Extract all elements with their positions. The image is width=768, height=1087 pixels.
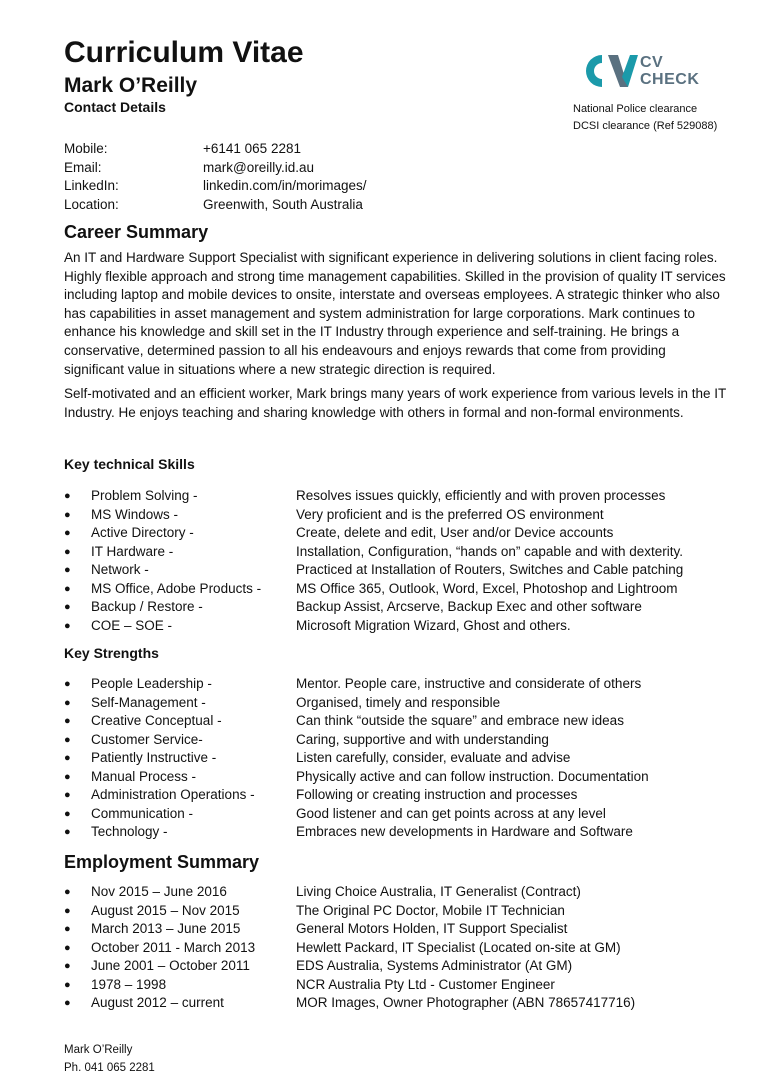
item-description: Good listener and can get points across at any level	[296, 805, 606, 821]
person-name: Mark O’Reilly	[64, 74, 198, 97]
item-name: 1978 – 1998	[91, 976, 167, 992]
logo-text-cv: CV	[640, 54, 664, 71]
footer-phone: Ph. 041 065 2281	[64, 1062, 155, 1074]
bullet-icon: ●	[64, 696, 71, 709]
bullet-icon: ●	[64, 564, 71, 576]
list-item	[64, 731, 744, 750]
bullet-icon: ●	[64, 770, 71, 783]
item-name: Manual Process -	[91, 768, 197, 784]
list-item	[64, 598, 744, 617]
list-item	[64, 902, 744, 921]
employment-summary-heading: Employment Summary	[64, 852, 260, 872]
item-description: EDS Australia, Systems Administrator (At GM)	[296, 958, 573, 973]
item-description: General Motors Holden, IT Support Specialist	[296, 921, 568, 936]
key-strengths-heading: Key Strengths	[64, 645, 159, 661]
list-item	[64, 976, 744, 995]
item-description: Backup Assist, Arcserve, Backup Exec and other software	[296, 599, 642, 614]
list-item	[64, 561, 744, 580]
bullet-icon: ●	[64, 678, 71, 690]
bullet-icon: ●	[64, 960, 71, 972]
document-title: Curriculum Vitae	[64, 36, 304, 69]
bullet-icon: ●	[64, 601, 71, 613]
clearance-police: National Police clearance	[573, 103, 698, 115]
contact-table	[64, 140, 367, 214]
item-name: Active Directory -	[91, 525, 194, 540]
item-description: Embraces new developments in Hardware and Software	[296, 824, 633, 839]
clearance-dcsi: DCSI clearance (Ref 529088)	[573, 120, 718, 132]
list-item	[64, 580, 744, 599]
bullet-icon: ●	[64, 490, 71, 502]
contact-row-linkedin	[64, 177, 367, 196]
item-name: Customer Service-	[91, 731, 203, 747]
contact-row-email	[64, 159, 367, 178]
bullet-icon: ●	[64, 941, 71, 954]
item-description: Can think “outside the square” and embrace new ideas	[296, 713, 624, 728]
key-strengths-list	[64, 675, 744, 842]
bullet-icon: ●	[64, 826, 71, 838]
item-name: Nov 2015 – June 2016	[91, 884, 227, 899]
item-description: The Original PC Doctor, Mobile IT Technician	[296, 902, 565, 918]
list-item	[64, 543, 744, 562]
list-item	[64, 939, 744, 958]
list-item	[64, 617, 744, 636]
technical-skills-heading: Key technical Skills	[64, 456, 195, 472]
contact-label: Location:	[64, 196, 119, 212]
logo-text-check: CHECK	[640, 71, 700, 88]
list-item	[64, 675, 744, 694]
contact-label: Email:	[64, 159, 102, 175]
logo-c-shape	[586, 55, 602, 87]
contact-row-mobile	[64, 140, 367, 159]
item-description: Mentor. People care, instructive and considerate of others	[296, 676, 642, 691]
list-item	[64, 994, 744, 1013]
footer-name: Mark O’Reilly	[64, 1044, 133, 1056]
item-name: Administration Operations -	[91, 787, 255, 802]
item-description: Resolves issues quickly, efficiently and with proven processes	[296, 488, 666, 503]
bullet-icon: ●	[64, 789, 71, 801]
career-summary-paragraph-2: Self-motivated and an efficient worker, Mark brings many years of work experience from various levels in the IT Industry. He enjoys teaching and sharing knowledge with others in formal and non-formal environments.	[64, 386, 727, 420]
list-item	[64, 487, 744, 506]
bullet-icon: ●	[64, 715, 71, 727]
item-name: June 2001 – October 2011	[91, 958, 250, 973]
bullet-icon: ●	[64, 807, 71, 820]
list-item	[64, 957, 744, 976]
item-description: Practiced at Installation of Routers, Switches and Cable patching	[296, 562, 684, 577]
item-description: Installation, Configuration, “hands on” capable and with dexterity.	[296, 543, 683, 559]
bullet-icon: ●	[64, 752, 71, 764]
list-item	[64, 883, 744, 902]
employment-list	[64, 883, 744, 1013]
list-item	[64, 506, 744, 525]
item-description: Following or creating instruction and processes	[296, 787, 578, 802]
item-name: MS Office, Adobe Products -	[91, 580, 262, 596]
item-name: August 2015 – Nov 2015	[91, 902, 240, 918]
clearances	[573, 101, 717, 135]
item-description: MOR Images, Owner Photographer (ABN 78657417716)	[296, 995, 636, 1010]
item-description: Living Choice Australia, IT Generalist (Contract)	[296, 884, 581, 899]
bullet-icon: ●	[64, 619, 71, 632]
item-description: Listen carefully, consider, evaluate and advise	[296, 750, 571, 765]
career-summary-heading: Career Summary	[64, 222, 209, 242]
list-item	[64, 694, 744, 713]
bullet-icon: ●	[64, 733, 71, 746]
contact-value: +6141 065 2281	[203, 141, 301, 156]
item-name: COE – SOE -	[91, 617, 173, 633]
contact-value: linkedin.com/in/morimages/	[203, 178, 367, 193]
item-name: People Leadership -	[91, 676, 212, 691]
career-summary-paragraph-1: An IT and Hardware Support Specialist with significant experience in delivering solutions in client facing roles. Highly flexible approach and strong time management capabilities. Skilled in the provision of quality IT services including laptop and mobile devices to onsite, interstate and overseas employees. A strategic thinker who also has capabilities in asset management and system administration for large corporations. Mark continues to enhance his knowledge and skill set in the IT Industry through experience and self-training. He brings a conservative, determined passion to all his endeavours and enjoys rewards that come from providing significant value in situations where a new strategic direction is required.	[64, 250, 726, 377]
bullet-icon: ●	[64, 904, 71, 917]
contact-value: Greenwith, South Australia	[203, 196, 363, 212]
item-description: Hewlett Packard, IT Specialist (Located on-site at GM)	[296, 939, 621, 955]
item-description: Physically active and can follow instruction. Documentation	[296, 768, 649, 784]
list-item	[64, 749, 744, 768]
item-description: NCR Australia Pty Ltd - Customer Engineer	[296, 976, 555, 992]
bullet-icon: ●	[64, 886, 71, 898]
bullet-icon: ●	[64, 978, 71, 991]
item-description: Organised, timely and responsible	[296, 694, 501, 710]
list-item	[64, 524, 744, 543]
item-name: MS Windows -	[91, 506, 179, 522]
list-item	[64, 920, 744, 939]
technical-skills-list	[64, 487, 744, 635]
list-item	[64, 712, 744, 731]
item-name: August 2012 – current	[91, 995, 224, 1010]
item-name: Network -	[91, 562, 149, 577]
logo-wordmark	[640, 54, 699, 88]
item-description: Very proficient and is the preferred OS environment	[296, 506, 604, 522]
item-name: Self-Management -	[91, 694, 206, 710]
item-name: Technology -	[91, 824, 168, 839]
contact-label: Mobile:	[64, 141, 108, 156]
item-name: IT Hardware -	[91, 543, 174, 559]
item-description: MS Office 365, Outlook, Word, Excel, Photoshop and Lightroom	[296, 580, 678, 596]
item-description: Microsoft Migration Wizard, Ghost and others.	[296, 617, 571, 633]
bullet-icon: ●	[64, 527, 71, 539]
item-description: Create, delete and edit, User and/or Device accounts	[296, 525, 614, 540]
item-description: Caring, supportive and with understanding	[296, 731, 549, 747]
contact-details-heading: Contact Details	[64, 99, 166, 115]
bullet-icon: ●	[64, 582, 71, 595]
page-footer	[64, 1041, 155, 1077]
list-item	[64, 786, 744, 805]
item-name: March 2013 – June 2015	[91, 921, 241, 936]
item-name: October 2011 - March 2013	[91, 939, 256, 955]
bullet-icon: ●	[64, 923, 71, 935]
item-name: Creative Conceptual -	[91, 713, 222, 728]
bullet-icon: ●	[64, 508, 71, 521]
list-item	[64, 805, 744, 824]
item-name: Backup / Restore -	[91, 599, 203, 614]
item-name: Patiently Instructive -	[91, 750, 217, 765]
list-item	[64, 768, 744, 787]
contact-label: LinkedIn:	[64, 178, 119, 193]
item-name: Communication -	[91, 805, 194, 821]
contact-row-location	[64, 196, 367, 215]
item-name: Problem Solving -	[91, 488, 198, 503]
contact-value: mark@oreilly.id.au	[203, 159, 314, 175]
list-item	[64, 823, 744, 842]
bullet-icon: ●	[64, 997, 71, 1009]
bullet-icon: ●	[64, 545, 71, 558]
